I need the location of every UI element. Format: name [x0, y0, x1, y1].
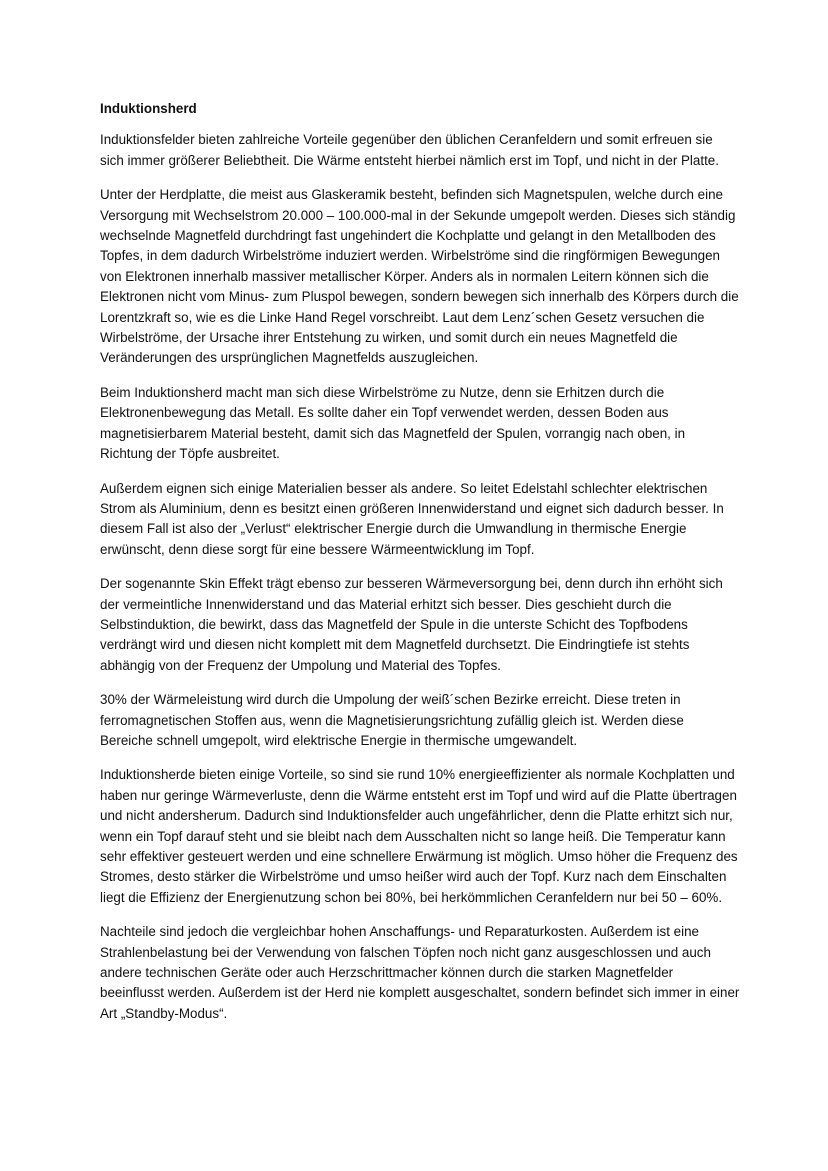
paragraph-intro: Induktionsfelder bieten zahlreiche Vorteile gegenüber den üblichen Ceranfeldern und somit erfreuen sie sich immer größerer Beliebtheit. Die Wärme entsteht hierbei nämlich erst im Topf, und nicht in der Platte.	[100, 132, 719, 168]
paragraph-nachteile: Nachteile sind jedoch die vergleichbar hohen Anschaffungs- und Reparaturkosten. Außerdem ist eine Strahlenbelastung bei der Verwendung von falschen Töpfen noch nicht ganz ausgeschlossen und auch andere technischen Geräte oder auch Herzschrittmacher können durch die starken Magnetfelder beeinflusst werden. Außerdem ist der Herd nie komplett ausgeschaltet, sondern befindet sich immer in einer Art „Standby-Modus“.	[100, 924, 740, 1021]
paragraph-wirbelstroeme: Beim Induktionsherd macht man sich diese Wirbelströme zu Nutze, denn sie Erhitzen durch die Elektronenbewegung das Metall. Es sollte daher ein Topf verwendet werden, dessen Boden aus magnetisierbarem Material besteht, damit sich das Magnetfeld der Spulen, vorrangig nach oben, in Richtung der Töpfe ausbreitet.	[100, 384, 686, 462]
paragraph-skin-effekt: Der sogenannte Skin Effekt trägt ebenso zur besseren Wärmeversorgung bei, denn durch ihn erhöht sich der vermeintliche Innenwiderstand und das Material erhitzt sich besser. Dies geschieht durch die Selbstinduktion, die bewirkt, dass das Magnetfeld der Spule in die unterste Schicht des Topfbodens verdrängt wird und diesen nicht komplett mit dem Magnetfeld durchsetzt. Die Eindringtiefe ist stehts abhängig von der Frequenz der Umpolung und Material des Topfes.	[100, 576, 723, 673]
paragraph-magnetspulen: Unter der Herdplatte, die meist aus Glaskeramik besteht, befinden sich Magnetspulen, welche durch eine Versorgung mit Wechselstrom 20.000 – 100.000-mal in der Sekunde umgepolt werden. Dieses sich ständig wechselnde Magnetfeld durchdringt fast ungehindert die Kochplatte und gelangt in den Metallboden des Topfes, in dem dadurch Wirbelströme induziert werden. Wirbelströme sind die ringförmigen Bewegungen von Elektronen innerhalb massiver metallischer Körper. Anders als in normalen Leitern können sich die Elektronen nicht vom Minus- zum Pluspol bewegen, sondern bewegen sich innerhalb des Körpers durch die Lorentzkraft so, wie es die Linke Hand Regel vorschreibt. Laut dem Lenz´schen Gesetz versuchen die Wirbelströme, der Ursache ihrer Entstehung zu wirken, und somit durch ein neues Magnetfeld die Veränderungen des ursprünglichen Magnetfelds auszugleichen.	[100, 187, 739, 366]
document-title: Induktionsherd	[100, 101, 197, 116]
paragraph-vorteile: Induktionsherde bieten einige Vorteile, so sind sie rund 10% energieeffizienter als normale Kochplatten und haben nur geringe Wärmeverluste, denn die Wärme entsteht erst im Topf und wird auf die Platte übertragen und nicht andersherum. Dadurch sind Induktionsfelder auch ungefährlicher, denn die Platte erhitzt sich nur, wenn ein Topf darauf steht und sie bleibt nach dem Ausschalten nicht so lange heiß. Die Temperatur kann sehr effektiver gesteuert werden und eine schnellere Erwärmung ist möglich. Umso höher die Frequenz des Stromes, desto stärker die Wirbelströme und umso heißer wird auch der Topf. Kurz nach dem Einschalten liegt die Effizienz der Energienutzung schon bei 80%, bei herkömmlichen Ceranfeldern nur bei 50 – 60%.	[100, 767, 738, 905]
document-body	[100, 99, 740, 1038]
paragraph-weiss-bezirke: 30% der Wärmeleistung wird durch die Umpolung der weiß´schen Bezirke erreicht. Diese treten in ferromagnetischen Stoffen aus, wenn die Magnetisierungsrichtung zufällig gleich ist. Werden diese Bereiche schnell umgepolt, wird elektrische Energie in thermische umgewandelt.	[100, 692, 684, 748]
paragraph-materialien: Außerdem eignen sich einige Materialien besser als andere. So leitet Edelstahl schlechter elektrischen Strom als Aluminium, denn es besitzt einen größeren Innenwiderstand und eignet sich dadurch besser. In diesem Fall ist also der „Verlust“ elektrischer Energie durch die Umwandlung in thermische Energie erwünscht, denn diese sorgt für eine bessere Wärmeentwicklung im Topf.	[100, 480, 724, 557]
